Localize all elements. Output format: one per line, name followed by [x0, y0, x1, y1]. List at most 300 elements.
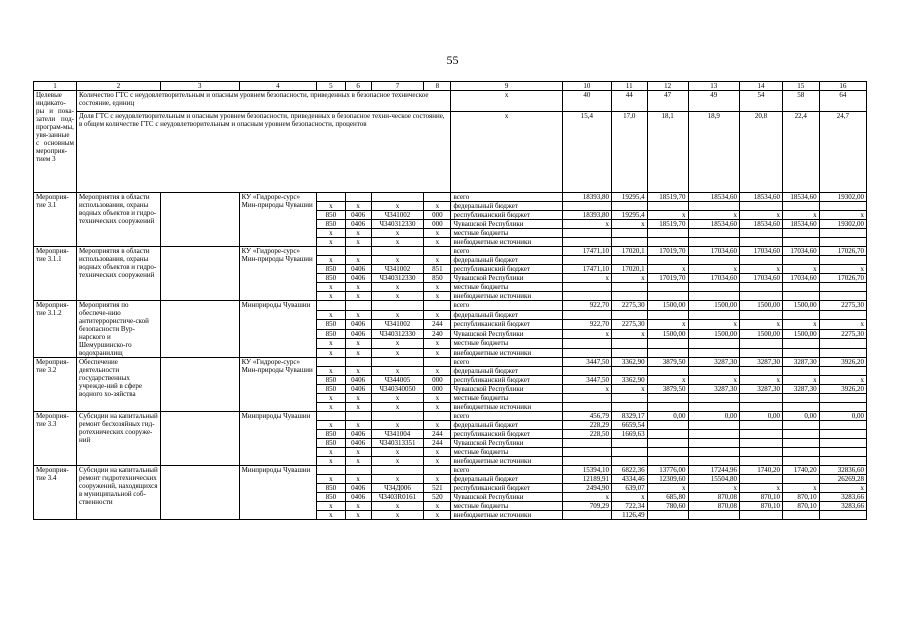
funding-value: x — [782, 211, 819, 220]
funding-value — [819, 348, 866, 358]
code-vr: x — [424, 475, 451, 484]
indicator-value: 22,4 — [782, 112, 819, 193]
funding-value: 1500,00 — [782, 329, 819, 339]
code-csr — [371, 193, 423, 202]
funding-source: республиканский бюджет — [451, 211, 562, 220]
funding-value: 3287,30 — [739, 358, 782, 367]
funding-value: 3447,50 — [562, 358, 611, 367]
event-row — [34, 301, 867, 311]
funding-source: Чувашской Республики — [451, 220, 562, 229]
code-csr: Ч341004 — [371, 430, 423, 439]
code-rzpr: x — [345, 339, 371, 349]
funding-value: 685,80 — [647, 493, 688, 502]
funding-value — [611, 292, 647, 301]
funding-value: x — [611, 385, 647, 394]
code-csr: x — [371, 348, 423, 358]
event-name: Мероприя-тие 3.1.1 — [34, 247, 77, 301]
indicator-text: Количество ГТС с неудовлетворительным и опасным уровнем безопасности, приведенных в безопасное техническое состояние, единиц — [77, 91, 451, 112]
funding-value: 870,08 — [688, 502, 739, 511]
funding-value — [647, 448, 688, 457]
code-csr: Ч341002 — [371, 320, 423, 330]
code-csr: x — [371, 502, 423, 511]
funding-value — [782, 457, 819, 466]
column-number: 6 — [345, 82, 371, 91]
funding-value — [647, 367, 688, 376]
funding-value — [819, 430, 866, 439]
funding-value — [688, 367, 739, 376]
code-csr: x — [371, 202, 423, 211]
funding-value — [562, 439, 611, 448]
funding-value — [647, 403, 688, 412]
code-vr: x — [424, 457, 451, 466]
funding-source: местные бюджеты — [451, 339, 562, 349]
code-rzpr — [345, 466, 371, 475]
funding-value — [739, 256, 782, 265]
code-csr: x — [371, 448, 423, 457]
funding-value — [739, 238, 782, 247]
funding-value — [647, 394, 688, 403]
code-vr — [424, 358, 451, 367]
funding-value — [782, 511, 819, 520]
funding-value: 8329,17 — [611, 412, 647, 421]
funding-value — [819, 403, 866, 412]
event-executor: Минприроды Чувашии — [239, 412, 317, 466]
code-vr: x — [424, 292, 451, 301]
code-vr: 244 — [424, 320, 451, 330]
code-gr: x — [317, 511, 345, 520]
event-row — [34, 247, 867, 256]
funding-value — [611, 339, 647, 349]
code-csr: Ч340340050 — [371, 385, 423, 394]
funding-value: 3283,66 — [819, 502, 866, 511]
funding-value — [562, 348, 611, 358]
funding-value: x — [739, 320, 782, 330]
funding-value: 18534,60 — [739, 220, 782, 229]
funding-value: 870,10 — [739, 493, 782, 502]
funding-value — [562, 256, 611, 265]
funding-value — [739, 403, 782, 412]
code-csr — [371, 412, 423, 421]
code-rzpr — [345, 247, 371, 256]
funding-value: 18519,70 — [647, 193, 688, 202]
column-number: 14 — [739, 82, 782, 91]
funding-value: 18393,80 — [562, 193, 611, 202]
code-vr: 244 — [424, 430, 451, 439]
funding-value — [562, 394, 611, 403]
funding-value: 19295,4 — [611, 193, 647, 202]
empty-cell — [160, 301, 239, 358]
funding-value: 1669,63 — [611, 430, 647, 439]
funding-value: 18534,60 — [739, 193, 782, 202]
event-name: Мероприя-тие 3.1 — [34, 193, 77, 247]
funding-value — [562, 202, 611, 211]
code-rzpr: x — [345, 403, 371, 412]
funding-value — [562, 283, 611, 292]
funding-value: 17034,60 — [782, 274, 819, 283]
funding-source: внебюджетные источники — [451, 511, 562, 520]
funding-value — [782, 475, 819, 484]
funding-value — [611, 348, 647, 358]
funding-value — [688, 283, 739, 292]
funding-value — [611, 202, 647, 211]
funding-value: x — [819, 376, 866, 385]
code-rzpr — [345, 412, 371, 421]
funding-value — [688, 339, 739, 349]
funding-value: 3926,20 — [819, 358, 866, 367]
funding-value: 6822,36 — [611, 466, 647, 475]
code-gr — [317, 193, 345, 202]
funding-value — [611, 448, 647, 457]
funding-value — [647, 283, 688, 292]
funding-source: Чувашской Республики — [451, 385, 562, 394]
indicator-value: 18,9 — [688, 112, 739, 193]
code-gr: x — [317, 348, 345, 358]
code-vr — [424, 247, 451, 256]
code-gr: 850 — [317, 220, 345, 229]
code-rzpr: x — [345, 421, 371, 430]
code-gr: x — [317, 283, 345, 292]
code-vr: 851 — [424, 265, 451, 274]
code-gr — [317, 247, 345, 256]
funding-value — [688, 310, 739, 320]
code-csr: Ч340313351 — [371, 439, 423, 448]
funding-value: 870,10 — [782, 493, 819, 502]
indicator-value: 58 — [782, 91, 819, 112]
funding-value — [739, 430, 782, 439]
funding-value — [782, 348, 819, 358]
funding-value — [647, 348, 688, 358]
funding-value — [688, 292, 739, 301]
funding-source: внебюджетные источники — [451, 457, 562, 466]
funding-value: 2494,90 — [562, 484, 611, 493]
funding-value — [611, 310, 647, 320]
code-rzpr: x — [345, 348, 371, 358]
funding-value — [739, 457, 782, 466]
code-csr: x — [371, 367, 423, 376]
funding-source: внебюджетные источники — [451, 238, 562, 247]
funding-value: 17034,60 — [782, 247, 819, 256]
code-vr: x — [424, 283, 451, 292]
funding-value: x — [782, 484, 819, 493]
funding-value: 15394,10 — [562, 466, 611, 475]
funding-value: 3287,30 — [688, 385, 739, 394]
funding-value: 17244,96 — [688, 466, 739, 475]
code-rzpr: x — [345, 202, 371, 211]
empty-cell — [160, 193, 239, 247]
indicator-row — [34, 91, 867, 112]
event-executor: Минприроды Чувашии — [239, 466, 317, 520]
column-number: 9 — [451, 82, 562, 91]
code-gr: x — [317, 403, 345, 412]
funding-value: 870,10 — [782, 502, 819, 511]
funding-value — [739, 348, 782, 358]
event-executor: Минприроды Чувашии — [239, 301, 317, 358]
code-vr: 244 — [424, 439, 451, 448]
funding-value: 870,10 — [739, 502, 782, 511]
code-gr — [317, 358, 345, 367]
funding-value: 4334,46 — [611, 475, 647, 484]
funding-value — [739, 448, 782, 457]
funding-value: 1500,00 — [688, 329, 739, 339]
funding-value: 870,08 — [688, 493, 739, 502]
funding-value: 18519,70 — [647, 220, 688, 229]
funding-value: x — [782, 376, 819, 385]
indicator-value: 47 — [647, 91, 688, 112]
column-number: 13 — [688, 82, 739, 91]
funding-value: 780,60 — [647, 502, 688, 511]
funding-value — [782, 202, 819, 211]
indicator-value: 54 — [739, 91, 782, 112]
indicator-value: 49 — [688, 91, 739, 112]
funding-value: 18534,60 — [688, 220, 739, 229]
indicator-value: 44 — [611, 91, 647, 112]
funding-value: 0,00 — [647, 412, 688, 421]
funding-value — [688, 448, 739, 457]
funding-value — [647, 292, 688, 301]
funding-value: x — [611, 274, 647, 283]
funding-value — [819, 238, 866, 247]
column-number: 2 — [77, 82, 161, 91]
indicator-value: 20,8 — [739, 112, 782, 193]
funding-value: x — [562, 220, 611, 229]
funding-value: 17026,70 — [819, 274, 866, 283]
code-csr: Ч340312330 — [371, 220, 423, 229]
code-gr: x — [317, 367, 345, 376]
code-csr: Ч340312330 — [371, 329, 423, 339]
funding-value: x — [562, 385, 611, 394]
funding-value — [647, 310, 688, 320]
indicator-value: 17,0 — [611, 112, 647, 193]
funding-value — [782, 448, 819, 457]
code-rzpr: 0406 — [345, 484, 371, 493]
funding-source: местные бюджеты — [451, 448, 562, 457]
code-gr: 850 — [317, 385, 345, 394]
funding-value: 1500,00 — [739, 301, 782, 311]
funding-source: федеральный бюджет — [451, 367, 562, 376]
funding-value — [688, 238, 739, 247]
code-vr: x — [424, 348, 451, 358]
code-csr: x — [371, 457, 423, 466]
code-vr: x — [424, 339, 451, 349]
funding-value: 19302,00 — [819, 193, 866, 202]
funding-source: внебюджетные источники — [451, 403, 562, 412]
code-csr: Ч3403R0161 — [371, 493, 423, 502]
code-rzpr: 0406 — [345, 376, 371, 385]
code-vr: x — [424, 202, 451, 211]
code-vr: x — [424, 448, 451, 457]
funding-value — [782, 238, 819, 247]
funding-value: 1500,00 — [647, 329, 688, 339]
funding-value — [611, 439, 647, 448]
code-gr: 850 — [317, 329, 345, 339]
funding-value — [819, 511, 866, 520]
funding-value: 1740,20 — [782, 466, 819, 475]
code-rzpr: x — [345, 511, 371, 520]
code-csr — [371, 358, 423, 367]
indicator-value: 18,1 — [647, 112, 688, 193]
code-csr: x — [371, 283, 423, 292]
funding-value — [562, 229, 611, 238]
funding-value — [739, 439, 782, 448]
code-gr: 850 — [317, 265, 345, 274]
funding-value: 3362,90 — [611, 358, 647, 367]
funding-value: x — [647, 376, 688, 385]
code-gr — [317, 301, 345, 311]
funding-value — [819, 292, 866, 301]
funding-value: x — [739, 265, 782, 274]
funding-value — [611, 403, 647, 412]
funding-value — [739, 283, 782, 292]
code-vr — [424, 412, 451, 421]
page-number: 55 — [446, 53, 459, 67]
funding-value — [611, 457, 647, 466]
code-gr: 850 — [317, 211, 345, 220]
code-vr — [424, 301, 451, 311]
funding-value — [688, 348, 739, 358]
column-number: 16 — [819, 82, 866, 91]
funding-value: 12189,91 — [562, 475, 611, 484]
funding-value: 2275,30 — [819, 301, 866, 311]
event-executor: КУ «Гидроре-сурс» Мин-природы Чувашии — [239, 193, 317, 247]
funding-source: внебюджетные источники — [451, 292, 562, 301]
column-number: 12 — [647, 82, 688, 91]
code-gr: x — [317, 238, 345, 247]
event-executor: КУ «Гидроре-сурс» Мин-природы Чувашии — [239, 247, 317, 301]
funding-value — [819, 283, 866, 292]
event-name: Мероприя-тие 3.1.2 — [34, 301, 77, 358]
funding-value — [647, 439, 688, 448]
code-vr: 000 — [424, 211, 451, 220]
funding-value: 17471,10 — [562, 247, 611, 256]
funding-value — [782, 439, 819, 448]
funding-value — [562, 238, 611, 247]
code-gr: 850 — [317, 274, 345, 283]
event-description: Субсидии на капитальный ремонт бесхозяйных гид-ротехнических сооруже-ний — [77, 412, 161, 466]
code-csr: x — [371, 403, 423, 412]
funding-source: Чувашской Республики — [451, 439, 562, 448]
code-rzpr: x — [345, 475, 371, 484]
funding-value: 6659,54 — [611, 421, 647, 430]
empty-cell — [160, 412, 239, 466]
funding-value: 19295,4 — [611, 211, 647, 220]
funding-source: федеральный бюджет — [451, 421, 562, 430]
funding-value — [739, 310, 782, 320]
funding-value: 3879,50 — [647, 358, 688, 367]
funding-value: 0,00 — [688, 412, 739, 421]
funding-value — [562, 292, 611, 301]
funding-value — [782, 339, 819, 349]
funding-value: 18393,80 — [562, 211, 611, 220]
funding-value — [647, 339, 688, 349]
code-vr: x — [424, 421, 451, 430]
funding-source: Чувашской Республики — [451, 493, 562, 502]
funding-value — [647, 256, 688, 265]
code-gr: 850 — [317, 376, 345, 385]
code-csr: Ч34Д006 — [371, 484, 423, 493]
funding-source: всего — [451, 301, 562, 311]
funding-value: 17034,60 — [739, 247, 782, 256]
funding-value: 18534,60 — [688, 193, 739, 202]
code-csr: Ч340312330 — [371, 274, 423, 283]
code-csr: Ч341002 — [371, 265, 423, 274]
funding-value: 15504,80 — [688, 475, 739, 484]
funding-value: 0,00 — [739, 412, 782, 421]
funding-value: 228,50 — [562, 430, 611, 439]
funding-value: x — [739, 211, 782, 220]
column-number: 11 — [611, 82, 647, 91]
funding-value — [688, 421, 739, 430]
funding-value — [688, 511, 739, 520]
funding-source: федеральный бюджет — [451, 475, 562, 484]
funding-value: 17019,70 — [647, 247, 688, 256]
funding-value: 17034,60 — [688, 274, 739, 283]
funding-source: местные бюджеты — [451, 229, 562, 238]
funding-value — [782, 403, 819, 412]
indicator-value: 24,7 — [819, 112, 866, 193]
column-number: 10 — [562, 82, 611, 91]
funding-value: x — [611, 220, 647, 229]
funding-value — [819, 339, 866, 349]
funding-value — [647, 457, 688, 466]
code-csr: x — [371, 475, 423, 484]
funding-value — [819, 310, 866, 320]
funding-value — [782, 283, 819, 292]
code-gr: x — [317, 502, 345, 511]
code-csr: x — [371, 394, 423, 403]
funding-source: федеральный бюджет — [451, 202, 562, 211]
code-gr: x — [317, 202, 345, 211]
funding-value — [819, 421, 866, 430]
funding-source: местные бюджеты — [451, 502, 562, 511]
funding-value: 3287,30 — [782, 358, 819, 367]
code-gr: 850 — [317, 493, 345, 502]
column-number: 8 — [424, 82, 451, 91]
funding-value: 18534,60 — [782, 220, 819, 229]
code-rzpr: 0406 — [345, 211, 371, 220]
funding-value — [562, 310, 611, 320]
funding-value — [562, 448, 611, 457]
code-rzpr — [345, 358, 371, 367]
funding-value: 3283,66 — [819, 493, 866, 502]
code-vr: 520 — [424, 493, 451, 502]
funding-value: x — [782, 320, 819, 330]
funding-value: 17034,60 — [688, 247, 739, 256]
funding-value — [819, 202, 866, 211]
funding-value: x — [688, 484, 739, 493]
funding-value: x — [819, 484, 866, 493]
funding-value — [782, 292, 819, 301]
code-gr: 850 — [317, 320, 345, 330]
funding-value — [782, 256, 819, 265]
funding-source: республиканский бюджет — [451, 484, 562, 493]
funding-value: 17034,60 — [739, 274, 782, 283]
funding-value: x — [739, 376, 782, 385]
code-vr — [424, 466, 451, 475]
code-gr: 850 — [317, 430, 345, 439]
code-gr: x — [317, 256, 345, 265]
funding-value: 922,70 — [562, 320, 611, 330]
funding-source: всего — [451, 193, 562, 202]
code-vr: x — [424, 502, 451, 511]
funding-value: x — [688, 265, 739, 274]
column-number: 4 — [239, 82, 317, 91]
code-rzpr: x — [345, 238, 371, 247]
funding-value — [611, 229, 647, 238]
code-rzpr — [345, 301, 371, 311]
code-rzpr: 0406 — [345, 329, 371, 339]
code-vr: 850 — [424, 274, 451, 283]
event-description: Мероприятия по обеспече-нию антитеррористиче-ской безопасности Вур-нарского и Шемуршинско-го водохранилищ — [77, 301, 161, 358]
